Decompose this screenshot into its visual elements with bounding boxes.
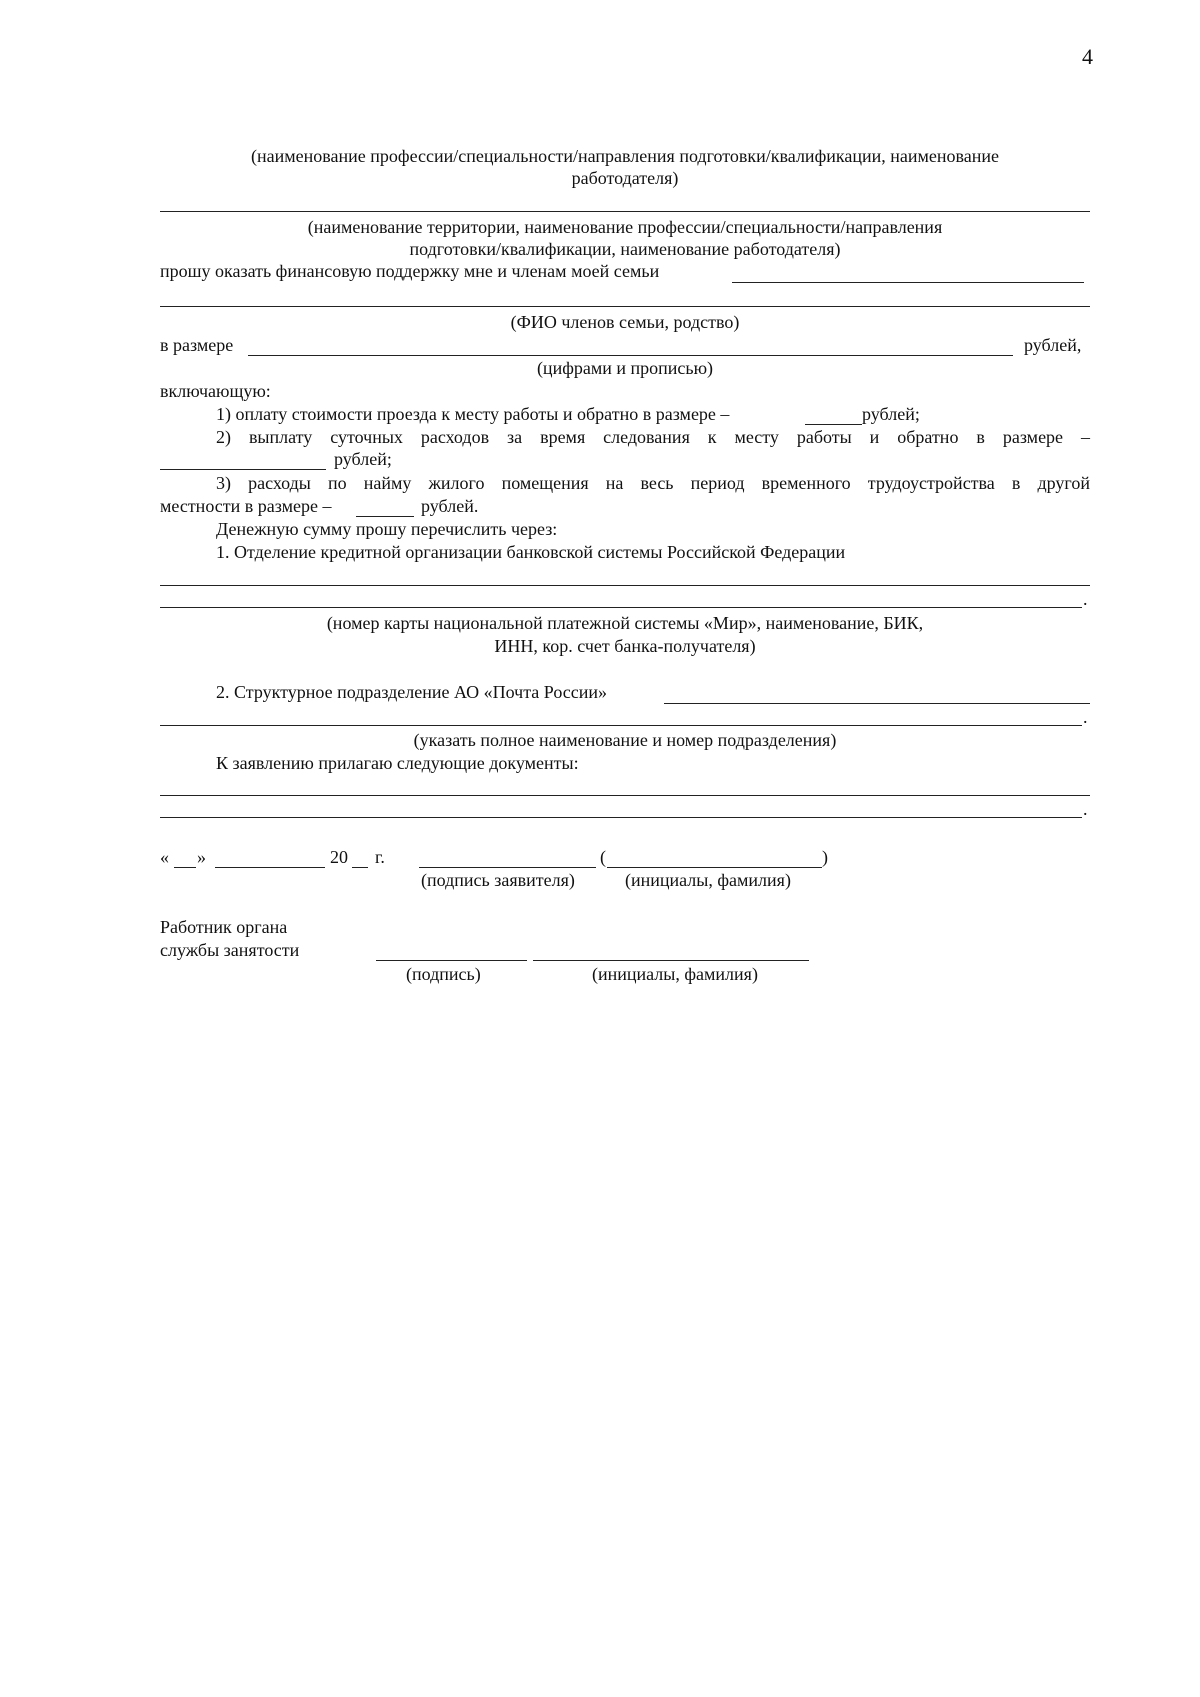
bank-field-2[interactable] (160, 607, 1082, 608)
territory-field[interactable] (160, 211, 1090, 212)
caption-post: (указать полное наименование и номер подразделения) (413, 730, 837, 750)
worker-signature-field[interactable] (376, 960, 527, 961)
including-label: включающую: (160, 381, 271, 401)
attach-text: К заявлению прилагаю следующие документы: (216, 753, 579, 773)
family-field-inline[interactable] (732, 282, 1084, 283)
item2-unit: рублей; (334, 449, 392, 469)
caption-territory-2: подготовки/квалификации, наименование работодателя) (409, 239, 841, 259)
item3-text: 3) расходы по найму жилого помещения на весь период временного трудоустройства в другой (216, 473, 1090, 493)
date-g: г. (375, 847, 385, 867)
request-text: прошу оказать финансовую поддержку мне и членам моей семьи (160, 261, 660, 281)
item1-field[interactable] (805, 424, 862, 425)
item3-field[interactable] (356, 516, 414, 517)
amount-label: в размере (160, 335, 234, 355)
date-year-field[interactable] (352, 867, 368, 868)
post-field-inline[interactable] (664, 703, 1090, 704)
date-year: 20 (330, 847, 348, 867)
post-field-dot: . (1083, 707, 1088, 727)
caption-family: (ФИО членов семьи, родство) (510, 312, 740, 332)
date-close-quote: » (197, 847, 206, 867)
bank-field-dot: . (1083, 589, 1088, 609)
post-option: 2. Структурное подразделение АО «Почта России» (216, 682, 608, 702)
caption-initials: (инициалы, фамилия) (625, 870, 791, 890)
attach-field-2[interactable] (160, 817, 1082, 818)
caption-worker-signature: (подпись) (406, 964, 481, 984)
paren-close: ) (822, 847, 828, 867)
item2-text: 2) выплату суточных расходов за время следования к месту работы и обратно в размере – (216, 427, 1090, 447)
caption-profession-2: работодателя) (571, 168, 679, 188)
amount-unit: рублей, (1024, 335, 1082, 355)
date-month-field[interactable] (215, 867, 325, 868)
applicant-initials-field[interactable] (607, 867, 822, 868)
item1-unit: рублей; (862, 404, 920, 424)
worker-label-1: Работник органа (160, 917, 288, 937)
caption-territory: (наименование территории, наименование профессии/специальности/направления (307, 217, 943, 237)
date-day-field[interactable] (174, 867, 196, 868)
applicant-signature-field[interactable] (419, 867, 596, 868)
date-open-quote: « (160, 847, 169, 867)
caption-profession: (наименование профессии/специальности/направления подготовки/квалификации, наименование (251, 146, 999, 166)
amount-field[interactable] (248, 355, 1013, 356)
transfer-text: Денежную сумму прошу перечислить через: (216, 519, 558, 539)
item3-unit: рублей. (421, 496, 479, 516)
caption-bank-2: ИНН, кор. счет банка-получателя) (494, 636, 756, 656)
attach-field-dot: . (1083, 799, 1088, 819)
worker-label-2: службы занятости (160, 940, 300, 960)
item3-cont: местности в размере – (160, 496, 332, 516)
worker-initials-field[interactable] (533, 960, 809, 961)
page-number: 4 (1082, 44, 1093, 69)
bank-field-1[interactable] (160, 585, 1090, 586)
caption-signature: (подпись заявителя) (421, 870, 575, 890)
paren-open: ( (600, 847, 606, 867)
caption-worker-initials: (инициалы, фамилия) (592, 964, 758, 984)
post-field[interactable] (160, 725, 1082, 726)
caption-amount: (цифрами и прописью) (536, 358, 714, 378)
family-field[interactable] (160, 306, 1090, 307)
bank-option: 1. Отделение кредитной организации банковской системы Российской Федерации (216, 542, 846, 562)
item2-field[interactable] (160, 469, 326, 470)
item1-text: 1) оплату стоимости проезда к месту работы и обратно в размере – (216, 404, 730, 424)
attach-field-1[interactable] (160, 795, 1090, 796)
caption-bank: (номер карты национальной платежной системы «Мир», наименование, БИК, (326, 613, 924, 633)
